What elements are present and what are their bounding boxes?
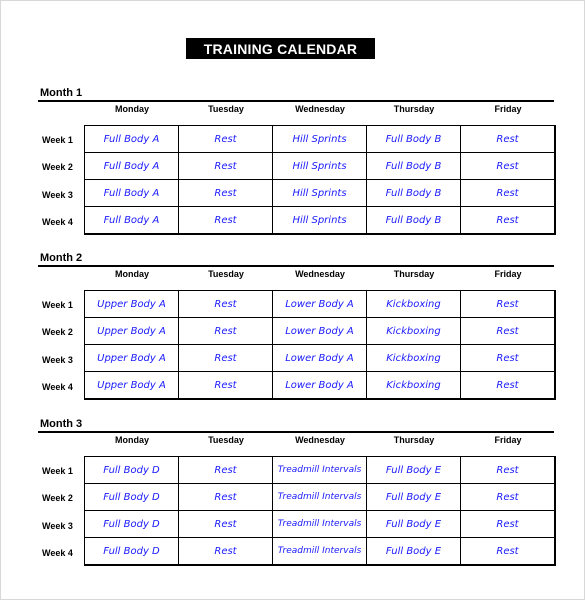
page-title: TRAINING CALENDAR bbox=[186, 38, 375, 59]
cell-text: Hill Sprints bbox=[292, 133, 347, 145]
cell-text: Hill Sprints bbox=[292, 160, 347, 172]
week-label: Week 4 bbox=[42, 547, 73, 558]
cell-text: Full Body E bbox=[385, 545, 442, 557]
cell-text: Full Body D bbox=[103, 464, 160, 476]
cell-text: Rest bbox=[496, 545, 519, 557]
schedule-cell bbox=[179, 180, 273, 207]
day-header-thursday: Thursday bbox=[393, 435, 435, 445]
table-row bbox=[85, 457, 556, 484]
schedule-cell bbox=[273, 345, 367, 372]
cell-text: Kickboxing bbox=[386, 379, 441, 391]
cell-text: Full Body B bbox=[385, 214, 442, 226]
month-header bbox=[38, 82, 554, 102]
cell-text: Rest bbox=[214, 352, 237, 364]
week-label: Week 3 bbox=[42, 520, 73, 531]
schedule-cell bbox=[367, 511, 461, 538]
cell-text: Treadmill Intervals bbox=[277, 492, 362, 502]
week-label: Week 4 bbox=[42, 381, 73, 392]
schedule-table bbox=[84, 456, 556, 566]
table-row bbox=[85, 538, 556, 566]
month-header bbox=[38, 247, 554, 267]
cell-text: Kickboxing bbox=[386, 325, 441, 337]
cell-text: Rest bbox=[496, 352, 519, 364]
cell-text: Treadmill Intervals bbox=[277, 546, 362, 556]
cell-text: Full Body D bbox=[103, 518, 160, 530]
day-header-wednesday: Wednesday bbox=[295, 269, 345, 279]
schedule-table bbox=[84, 290, 556, 400]
cell-text: Rest bbox=[496, 464, 519, 476]
cell-text: Kickboxing bbox=[386, 298, 441, 310]
schedule-cell bbox=[179, 291, 273, 318]
day-header-monday: Monday bbox=[114, 269, 149, 279]
schedule-cell bbox=[461, 345, 556, 372]
table-row bbox=[85, 207, 556, 235]
cell-text: Rest bbox=[496, 160, 519, 172]
cell-text: Rest bbox=[214, 491, 237, 503]
schedule-cell bbox=[367, 153, 461, 180]
cell-text: Rest bbox=[214, 214, 237, 226]
schedule-cell bbox=[461, 318, 556, 345]
day-header-tuesday: Tuesday bbox=[208, 435, 244, 445]
day-header-friday: Friday bbox=[494, 269, 522, 279]
schedule-cell bbox=[367, 538, 461, 566]
schedule-cell bbox=[273, 126, 367, 153]
schedule-cell bbox=[85, 345, 179, 372]
schedule-cell bbox=[273, 484, 367, 511]
schedule-table bbox=[84, 125, 556, 235]
table-row bbox=[85, 180, 556, 207]
schedule-cell bbox=[85, 126, 179, 153]
week-label: Week 2 bbox=[42, 326, 73, 337]
cell-text: Rest bbox=[496, 187, 519, 199]
cell-text: Kickboxing bbox=[386, 352, 441, 364]
cell-text: Rest bbox=[496, 518, 519, 530]
schedule-cell bbox=[273, 318, 367, 345]
schedule-cell bbox=[461, 126, 556, 153]
cell-text: Full Body A bbox=[103, 133, 160, 145]
schedule-cell bbox=[273, 372, 367, 400]
schedule-cell bbox=[367, 345, 461, 372]
cell-text: Upper Body A bbox=[97, 298, 166, 310]
schedule-cell bbox=[367, 180, 461, 207]
table-row bbox=[85, 318, 556, 345]
cell-text: Lower Body A bbox=[285, 298, 354, 310]
cell-text: Rest bbox=[496, 133, 519, 145]
schedule-cell bbox=[273, 153, 367, 180]
schedule-cell bbox=[461, 372, 556, 400]
schedule-cell bbox=[85, 457, 179, 484]
schedule-cell bbox=[367, 291, 461, 318]
schedule-cell bbox=[179, 457, 273, 484]
cell-text: Treadmill Intervals bbox=[277, 465, 362, 475]
schedule-cell bbox=[273, 291, 367, 318]
month-label: Month 3 bbox=[40, 418, 83, 430]
day-header-thursday: Thursday bbox=[393, 269, 435, 279]
schedule-cell bbox=[461, 511, 556, 538]
day-header-monday: Monday bbox=[114, 104, 149, 114]
day-header-tuesday: Tuesday bbox=[208, 104, 244, 114]
table-row bbox=[85, 511, 556, 538]
schedule-cell bbox=[85, 318, 179, 345]
schedule-cell bbox=[273, 511, 367, 538]
schedule-cell bbox=[367, 457, 461, 484]
schedule-cell bbox=[179, 484, 273, 511]
day-header-monday: Monday bbox=[114, 435, 149, 445]
schedule-cell bbox=[85, 484, 179, 511]
schedule-cell bbox=[179, 345, 273, 372]
week-label: Week 3 bbox=[42, 189, 73, 200]
schedule-cell bbox=[179, 207, 273, 235]
cell-text: Rest bbox=[214, 298, 237, 310]
week-label: Week 4 bbox=[42, 216, 73, 227]
schedule-cell bbox=[367, 126, 461, 153]
schedule-cell bbox=[461, 207, 556, 235]
schedule-cell bbox=[85, 291, 179, 318]
table-row bbox=[85, 372, 556, 400]
month-label: Month 1 bbox=[40, 87, 83, 99]
week-label: Week 2 bbox=[42, 492, 73, 503]
cell-text: Full Body B bbox=[385, 160, 442, 172]
schedule-cell bbox=[179, 126, 273, 153]
cell-text: Upper Body A bbox=[97, 325, 166, 337]
schedule-cell bbox=[179, 372, 273, 400]
cell-text: Rest bbox=[496, 298, 519, 310]
schedule-cell bbox=[273, 538, 367, 566]
schedule-cell bbox=[273, 207, 367, 235]
cell-text: Full Body E bbox=[385, 491, 442, 503]
schedule-cell bbox=[85, 153, 179, 180]
cell-text: Rest bbox=[214, 518, 237, 530]
cell-text: Full Body E bbox=[385, 518, 442, 530]
schedule-cell bbox=[85, 372, 179, 400]
table-row bbox=[85, 153, 556, 180]
schedule-cell bbox=[461, 538, 556, 566]
cell-text: Hill Sprints bbox=[292, 187, 347, 199]
table-row bbox=[85, 484, 556, 511]
week-label: Week 3 bbox=[42, 354, 73, 365]
schedule-cell bbox=[367, 372, 461, 400]
cell-text: Full Body A bbox=[103, 187, 160, 199]
cell-text: Rest bbox=[214, 160, 237, 172]
day-header-thursday: Thursday bbox=[393, 104, 435, 114]
cell-text: Full Body A bbox=[103, 160, 160, 172]
table-row bbox=[85, 291, 556, 318]
schedule-cell bbox=[367, 484, 461, 511]
cell-text: Lower Body A bbox=[285, 379, 354, 391]
week-label: Week 1 bbox=[42, 465, 73, 476]
cell-text: Rest bbox=[496, 491, 519, 503]
cell-text: Rest bbox=[214, 325, 237, 337]
week-label: Week 1 bbox=[42, 299, 73, 310]
cell-text: Hill Sprints bbox=[292, 214, 347, 226]
cell-text: Rest bbox=[214, 379, 237, 391]
schedule-cell bbox=[85, 180, 179, 207]
table-row bbox=[85, 126, 556, 153]
schedule-cell bbox=[179, 538, 273, 566]
week-label: Week 2 bbox=[42, 161, 73, 172]
schedule-cell bbox=[85, 207, 179, 235]
cell-text: Lower Body A bbox=[285, 325, 354, 337]
schedule-cell bbox=[273, 180, 367, 207]
cell-text: Treadmill Intervals bbox=[277, 519, 362, 529]
schedule-cell bbox=[273, 457, 367, 484]
schedule-cell bbox=[85, 538, 179, 566]
cell-text: Full Body D bbox=[103, 491, 160, 503]
cell-text: Full Body A bbox=[103, 214, 160, 226]
cell-text: Upper Body A bbox=[97, 379, 166, 391]
day-header-wednesday: Wednesday bbox=[295, 104, 345, 114]
cell-text: Rest bbox=[214, 133, 237, 145]
cell-text: Rest bbox=[214, 464, 237, 476]
cell-text: Rest bbox=[496, 379, 519, 391]
cell-text: Full Body E bbox=[385, 464, 442, 476]
schedule-cell bbox=[179, 153, 273, 180]
month-label: Month 2 bbox=[40, 252, 83, 264]
schedule-cell bbox=[461, 457, 556, 484]
cell-text: Lower Body A bbox=[285, 352, 354, 364]
cell-text: Full Body D bbox=[103, 545, 160, 557]
cell-text: Upper Body A bbox=[97, 352, 166, 364]
week-label: Week 1 bbox=[42, 134, 73, 145]
schedule-cell bbox=[179, 318, 273, 345]
schedule-cell bbox=[367, 207, 461, 235]
cell-text: Rest bbox=[496, 214, 519, 226]
schedule-cell bbox=[367, 318, 461, 345]
schedule-cell bbox=[85, 511, 179, 538]
cell-text: Rest bbox=[214, 187, 237, 199]
day-header-wednesday: Wednesday bbox=[295, 435, 345, 445]
cell-text: Rest bbox=[496, 325, 519, 337]
schedule-cell bbox=[461, 180, 556, 207]
day-header-friday: Friday bbox=[494, 435, 522, 445]
schedule-cell bbox=[461, 484, 556, 511]
cell-text: Full Body B bbox=[385, 187, 442, 199]
table-row bbox=[85, 345, 556, 372]
day-header-tuesday: Tuesday bbox=[208, 269, 244, 279]
cell-text: Rest bbox=[214, 545, 237, 557]
schedule-cell bbox=[179, 511, 273, 538]
schedule-cell bbox=[461, 153, 556, 180]
schedule-cell bbox=[461, 291, 556, 318]
cell-text: Full Body B bbox=[385, 133, 442, 145]
day-header-friday: Friday bbox=[494, 104, 522, 114]
month-header bbox=[38, 413, 554, 433]
